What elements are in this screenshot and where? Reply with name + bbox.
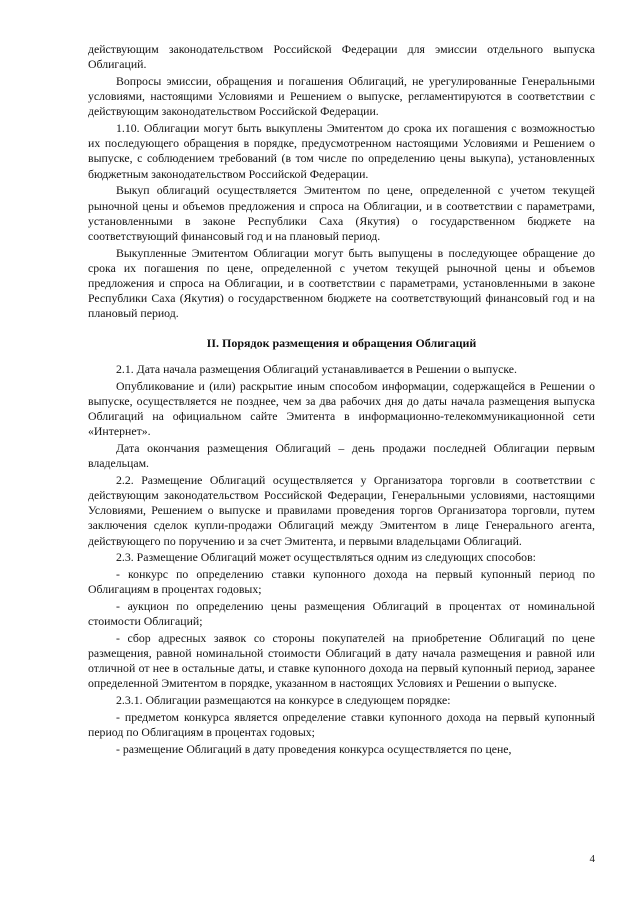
paragraph: Дата окончания размещения Облигаций – день продажи последней Облигации первым владельцам. — [88, 440, 595, 471]
list-item: - аукцион по определению цены размещения Облигаций в процентах от номинальной стоимости Облигаций; — [88, 598, 595, 629]
list-item: - конкурс по определению ставки купонного дохода на первый купонный период по Облигациям в процентах годовых; — [88, 567, 595, 597]
paragraph: Выкупленные Эмитентом Облигации могут быть выпущены в последующее обращение до срока их погашения по цене, определенной с учетом текущей рыночной цены и объемов предложения и спроса на Облигации, и в соответствии с параметрами, установленными в законе Республики Саха (Якутия) о государственном бюджете на соответствующий финансовый год и на плановый период. — [88, 245, 595, 321]
section-heading: II. Порядок размещения и обращения Облигаций — [206, 335, 477, 350]
paragraph: 1.10. Облигации могут быть выкуплены Эмитентом до срока их погашения с возможностью их последующего обращения в порядке, предусмотренном настоящими Условиями и Решением о выпуске, с соблюдением требований (в том числе по определению цены выкупа), установленных бюджетным законодательством Российской Федерации. — [88, 121, 595, 181]
paragraph: 2.3.1. Облигации размещаются на конкурсе в следующем порядке: — [116, 693, 451, 708]
paragraph: 2.2. Размещение Облигаций осуществляется у Организатора торговли в соответствии с действующим законодательством Российской Федерации, Генеральными условиями, настоящими Условиями, Решением о выпуске и правилами проведения торгов Организатора торговли, путем заключения сделок купли-продажи Облигаций между Эмитентом в лице Генерального агента, действующего по поручению и за счет Эмитента, и первыми владельцами Облигаций. — [88, 472, 595, 548]
paragraph: 2.1. Дата начала размещения Облигаций устанавливается в Решении о выпуске. — [116, 361, 517, 376]
paragraphs-after-heading — [88, 362, 595, 757]
page-number: 4 — [589, 853, 595, 865]
paragraph: Выкуп облигаций осуществляется Эмитентом по цене, определенной с учетом текущей рыночной цены и объемов предложения и спроса на Облигации, и в соответствии с параметрами, установленными в законе Республики Саха (Якутия) о государственном бюджете на соответствующий финансовый год и на плановый период. — [88, 183, 595, 243]
paragraphs-before-heading — [88, 42, 595, 322]
list-item: - сбор адресных заявок со стороны покупателей на приобретение Облигаций по цене размещения, равной номинальной стоимости Облигаций в дату начала размещения и равной или отличной от нее в остальные даты, и ставке купонного дохода на первый купонный период, заранее определенной Эмитентом в порядке, указанном в настоящих Условиях и Решении о выпуске. — [88, 630, 595, 691]
document-page — [88, 42, 595, 758]
paragraph: действующим законодательством Российской Федерации для эмиссии отдельного выпуска Облигаций. — [88, 42, 595, 72]
paragraph: Вопросы эмиссии, обращения и погашения Облигаций, не урегулированные Генеральными условиями, настоящими Условиями и Решением о выпуске, регламентируются в соответствии с действующим законодательством Российской Федерации. — [88, 73, 595, 119]
paragraph: Опубликование и (или) раскрытие иным способом информации, содержащейся в Решении о выпуске, осуществляется не позднее, чем за два рабочих дня до даты начала размещения выпуска Облигаций на официальном сайте Эмитента в информационно-телекоммуникационной сети «Интернет». — [88, 378, 595, 439]
paragraph: 2.3. Размещение Облигаций может осуществляться одним из следующих способов: — [116, 550, 536, 565]
list-item: - предметом конкурса является определение ставки купонного дохода на первый купонный период по Облигациям в процентах годовых; — [88, 709, 595, 740]
list-item: - размещение Облигаций в дату проведения конкурса осуществляется по цене, — [116, 741, 512, 756]
